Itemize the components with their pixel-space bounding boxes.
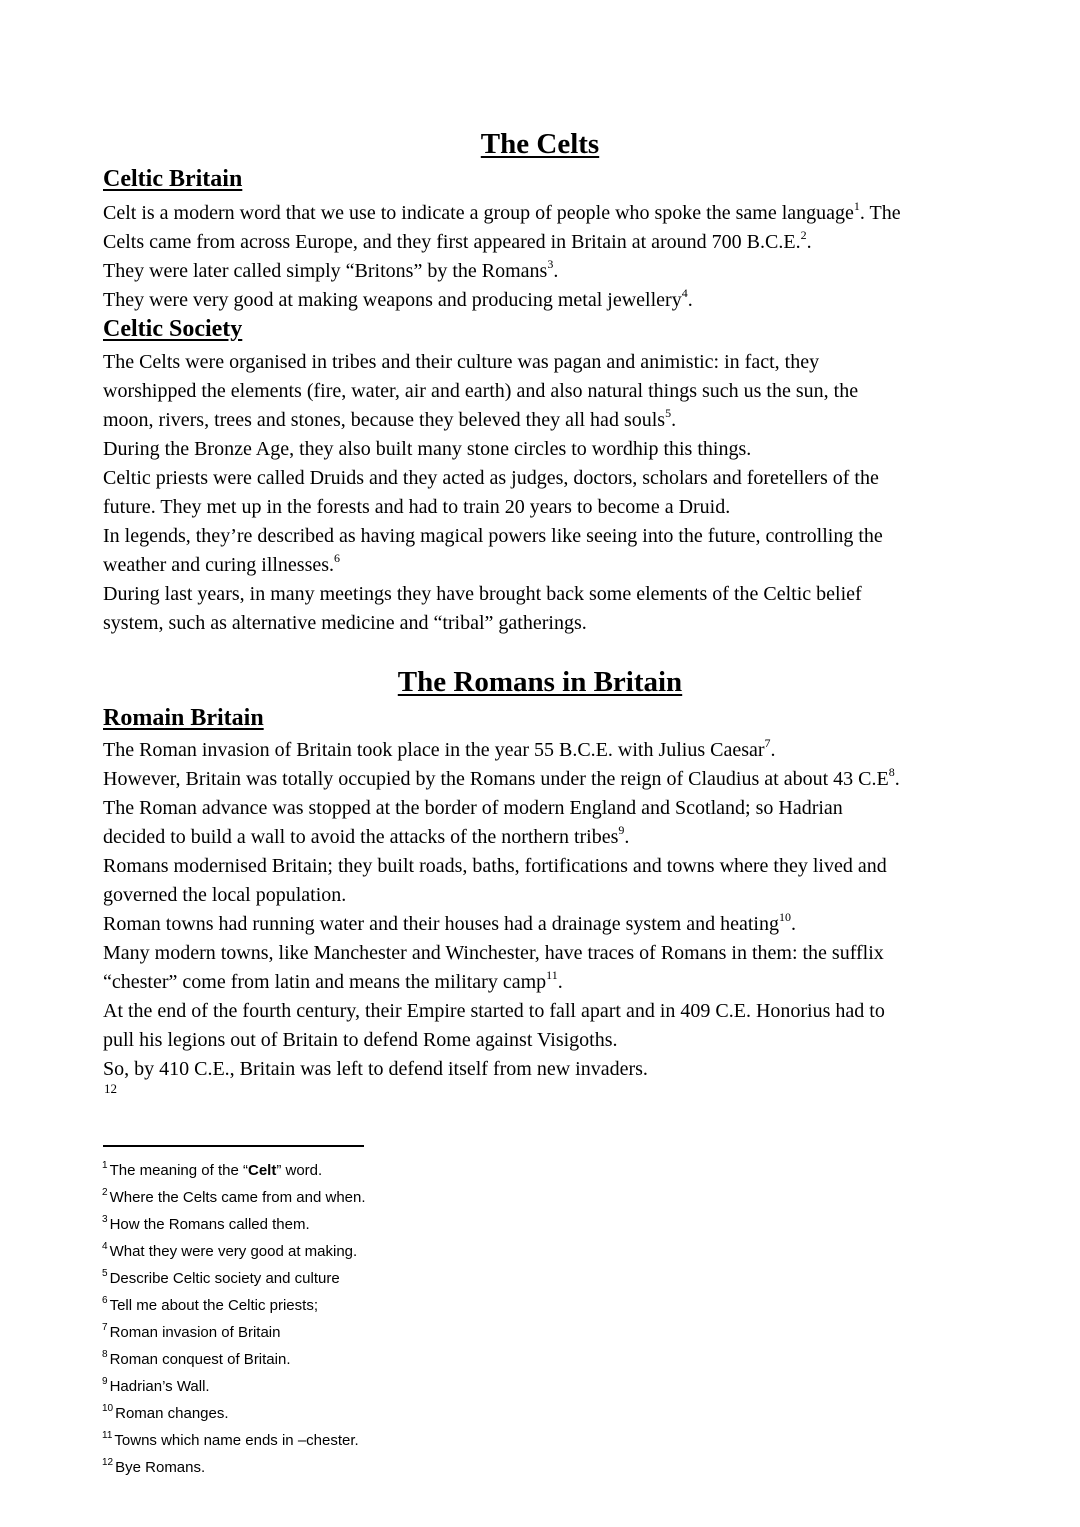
text-line: So, by 410 C.E., Britain was left to defend itself from new invaders. — [103, 1058, 648, 1080]
footnote-item: 11 Towns which name ends in –chester. — [102, 1430, 359, 1449]
text-line: In legends, they’re described as having magical powers like seeing into the future, controlling the — [103, 525, 883, 547]
text-line: weather and curing illnesses.$^6$ — [103, 551, 341, 576]
footnote-item: 5 Describe Celtic society and culture — [102, 1268, 340, 1287]
roman-britain-heading: Romain Britain — [103, 705, 264, 731]
footnote-item: 9 Hadrian’s Wall. — [102, 1376, 210, 1395]
text-line: At the end of the fourth century, their Empire started to fall apart and in 409 C.E. Honorius had to — [103, 1000, 885, 1022]
text-line: moon, rivers, trees and stones, because they beleved they all had souls$^5$. — [103, 406, 677, 431]
footnote-item: 1 The meaning of the “Celt” word. — [102, 1160, 323, 1179]
roman-britain-paragraph — [103, 736, 900, 1084]
footnote-item: 2 Where the Celts came from and when. — [102, 1187, 366, 1206]
footnote-item: 3 How the Romans called them. — [102, 1214, 310, 1233]
text-line: Many modern towns, like Manchester and Winchester, have traces of Romans in them: the sufflix — [103, 942, 884, 964]
footnote-marker-12: 12 — [104, 1081, 117, 1096]
text-line: During last years, in many meetings they have brought back some elements of the Celtic belief — [103, 583, 862, 605]
footnote-separator — [103, 1145, 364, 1147]
text-line: However, Britain was totally occupied by the Romans under the reign of Claudius at about 43 $C.E^8$. — [103, 765, 900, 790]
text-line: decided to build a wall to avoid the attacks of the northern tribes$^9$. — [103, 823, 630, 848]
footnote-item: 10 Roman changes. — [102, 1403, 229, 1422]
text-line: “chester” come from latin and means the military camp$^{11}$. — [103, 968, 563, 993]
footnote-item: 7 Roman invasion of Britain — [102, 1322, 281, 1341]
text-line: Romans modernised Britain; they built roads, baths, fortifications and towns where they lived and — [103, 855, 887, 877]
text-line: pull his legions out of Britain to defend Rome against Visigoths. — [103, 1029, 618, 1051]
text-line: They were very good at making weapons and producing metal jewellery$^4$. — [103, 286, 693, 311]
footnote-item: 12 Bye Romans. — [102, 1457, 206, 1476]
romans-title: The Romans in Britain — [397, 666, 683, 698]
text-line: During the Bronze Age, they also built many stone circles to wordhip this things. — [103, 438, 752, 460]
text-line: The Roman advance was stopped at the border of modern England and Scotland; so Hadrian — [103, 797, 843, 819]
text-line: The Roman invasion of Britain took place in the year 55 B.C.E. with Julius Caesar$^7$. — [103, 736, 776, 761]
text-line: future. They met up in the forests and had to train 20 years to become a Druid. — [103, 496, 731, 518]
text-line: Celt is a modern word that we use to indicate a group of people who spoke the same language$^1$. The — [103, 199, 901, 224]
footnote-item: 4 What they were very good at making. — [102, 1241, 358, 1260]
text-line: The Celts were organised in tribes and their culture was pagan and animistic: in fact, they — [103, 351, 820, 373]
celts-title: The Celts — [480, 128, 600, 160]
celtic-britain-paragraph — [103, 199, 901, 315]
text-line: system, such as alternative medicine and “tribal” gatherings. — [103, 612, 587, 634]
text-line: governed the local population. — [103, 884, 347, 906]
celtic-society-paragraph — [103, 348, 883, 638]
text-line: Roman towns had running water and their houses had a drainage system and heating$^{10}$. — [103, 910, 796, 935]
text-line: worshipped the elements (fire, water, air and earth) and also natural things such us the sun, the — [103, 380, 859, 402]
footnote-item: 8 Roman conquest of Britain. — [102, 1349, 291, 1368]
text-line: Celtic priests were called Druids and they acted as judges, doctors, scholars and foretellers of the — [103, 467, 879, 489]
text-line: Celts came from across Europe, and they first appeared in Britain at around 700 B.C.E.$^2$. — [103, 228, 812, 253]
text-line: They were later called simply “Britons” by the Romans$^3$. — [103, 257, 559, 282]
celtic-britain-heading: Celtic Britain — [103, 166, 243, 192]
footnotes-list — [102, 1155, 366, 1479]
celtic-society-heading: Celtic Society — [103, 316, 243, 342]
footnote-item: 6 Tell me about the Celtic priests; — [102, 1295, 318, 1314]
